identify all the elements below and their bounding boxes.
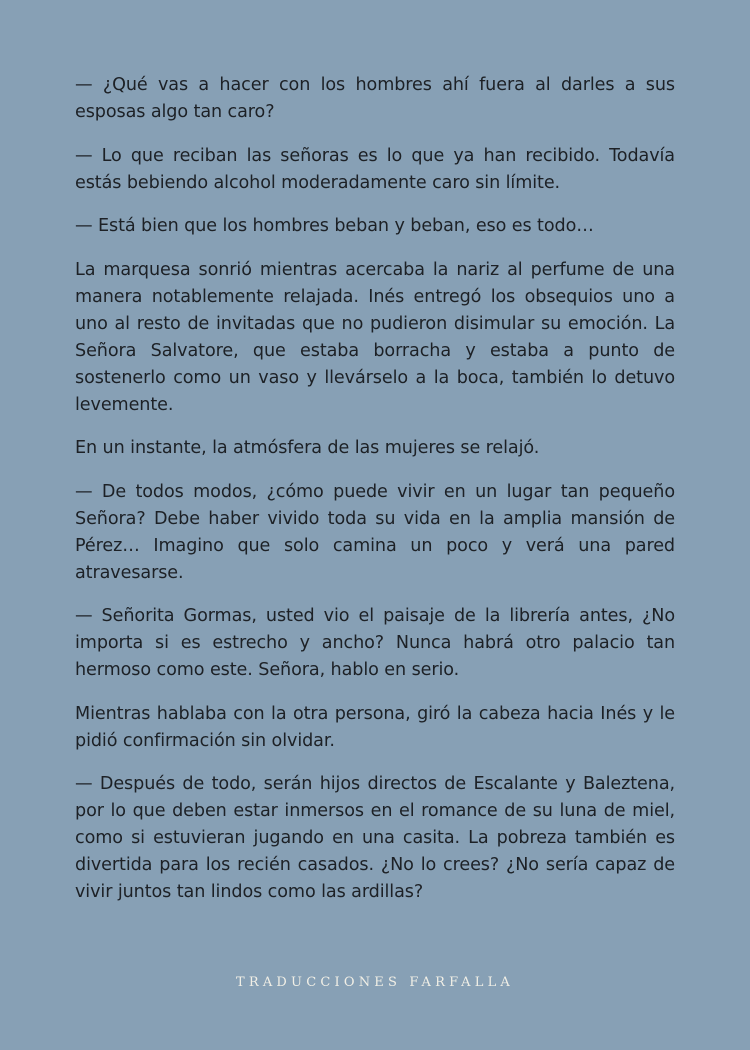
paragraph: — ¿Qué vas a hacer con los hombres ahí fuera al darles a sus esposas algo tan caro? — [75, 75, 675, 122]
paragraph: La marquesa sonrió mientras acercaba la nariz al perfume de una manera notablemente relajada. Inés entregó los obsequios uno a uno al resto de invitadas que no pudieron disimular su emoción. La Señora Salvatore, que estaba borracha y estaba a punto de sostenerlo como un vaso y llevárselo a la boca, también lo detuvo levemente. — [75, 259, 675, 415]
paragraph: Mientras hablaba con la otra persona, giró la cabeza hacia Inés y le pidió confirmación sin olvidar. — [75, 703, 675, 751]
paragraph: En un instante, la atmósfera de las mujeres se relajó. — [75, 438, 540, 458]
paragraph: — Señorita Gormas, usted vio el paisaje de la librería antes, ¿No importa si es estrecho y ancho? Nunca habrá otro palacio tan hermoso como este. Señora, hablo en serio. — [75, 606, 675, 680]
paragraph: — Está bien que los hombres beban y beban, eso es todo… — [75, 216, 594, 236]
page-body-text — [75, 72, 675, 923]
paragraph: — De todos modos, ¿cómo puede vivir en un lugar tan pequeño Señora? Debe haber vivido toda su vida en la amplia mansión de Pérez… Imagino que solo camina un poco y verá una pared atravesarse. — [75, 481, 675, 583]
paragraph: — Lo que reciban las señoras es lo que ya han recibido. Todavía estás bebiendo alcohol moderadamente caro sin límite. — [75, 145, 675, 193]
translator-credit-footer: TRADUCCIONES FARFALLA — [235, 975, 514, 990]
paragraph: — Después de todo, serán hijos directos de Escalante y Baleztena, por lo que deben estar inmersos en el romance de su luna de miel, como si estuvieran jugando en una casita. La pobreza también es divertida para los recién casados. ¿No lo crees? ¿No sería capaz de vivir juntos tan lindos como las ardillas? — [75, 774, 675, 902]
